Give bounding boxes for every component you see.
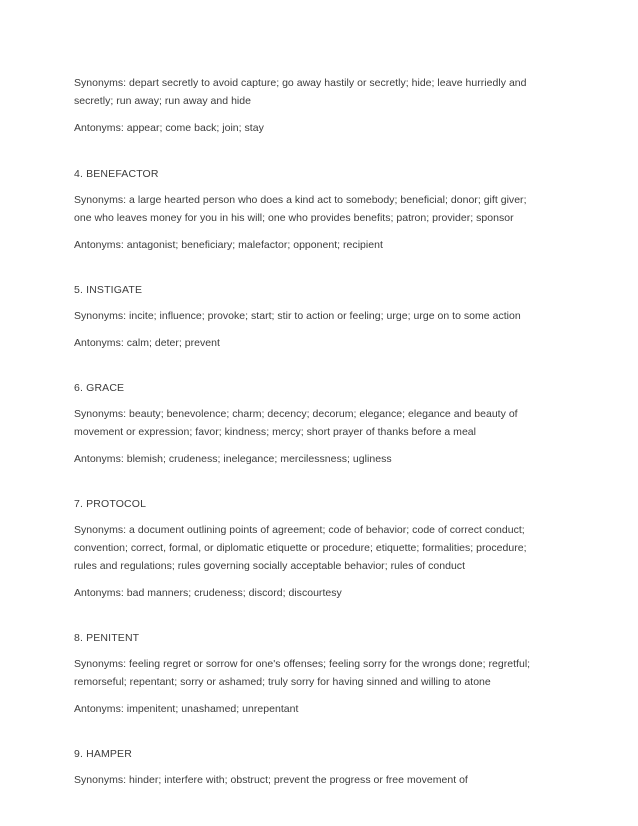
synonyms-line: Synonyms: incite; influence; provoke; start; stir to action or feeling; urge; urge on to some action [74,310,521,322]
vocabulary-entry-benefactor [74,165,544,254]
vocabulary-entry-instigate [74,281,544,352]
entry-heading: 4. BENEFACTOR [74,168,159,180]
synonyms-line: Synonyms: depart secretly to avoid capture; go away hastily or secretly; hide; leave hurriedly and secretly; run away; run away and hide [74,77,527,107]
vocabulary-entry-penitent [74,629,544,718]
entry-heading: 8. PENITENT [74,632,140,644]
vocabulary-entry-continuation [74,74,544,137]
document-body [74,74,544,789]
entry-heading: 6. GRACE [74,382,125,394]
antonyms-line: Antonyms: calm; deter; prevent [74,337,220,349]
antonyms-line: Antonyms: appear; come back; join; stay [74,122,264,134]
antonyms-line: Antonyms: blemish; crudeness; inelegance; mercilessness; ugliness [74,453,392,465]
antonyms-line: Antonyms: impenitent; unashamed; unrepentant [74,703,299,715]
vocabulary-entry-grace [74,379,544,468]
entry-heading: 5. INSTIGATE [74,284,143,296]
synonyms-line: Synonyms: a document outlining points of agreement; code of behavior; code of correct conduct; convention; correct, formal, or diplomatic etiquette or procedure; etiquette; formalities; procedure; rules and regulations; rules governing socially acceptable behavior; rules of conduct [74,524,527,572]
synonyms-line: Synonyms: beauty; benevolence; charm; decency; decorum; elegance; elegance and beauty of movement or expression; favor; kindness; mercy; short prayer of thanks before a meal [74,408,518,438]
entry-heading: 7. PROTOCOL [74,498,147,510]
synonyms-line: Synonyms: feeling regret or sorrow for one's offenses; feeling sorry for the wrongs done; regretful; remorseful; repentant; sorry or ashamed; truly sorry for having sinned and willing to atone [74,658,531,688]
antonyms-line: Antonyms: antagonist; beneficiary; malefactor; opponent; recipient [74,239,383,251]
vocabulary-entry-protocol [74,495,544,602]
antonyms-line: Antonyms: bad manners; crudeness; discord; discourtesy [74,587,342,599]
entry-heading: 9. HAMPER [74,748,132,760]
synonyms-line: Synonyms: hinder; interfere with; obstruct; prevent the progress or free movement of [74,774,468,786]
vocabulary-entry-hamper [74,745,544,789]
synonyms-line: Synonyms: a large hearted person who does a kind act to somebody; beneficial; donor; gift giver; one who leaves money for you in his will; one who provides benefits; patron; provider; sponsor [74,194,527,224]
